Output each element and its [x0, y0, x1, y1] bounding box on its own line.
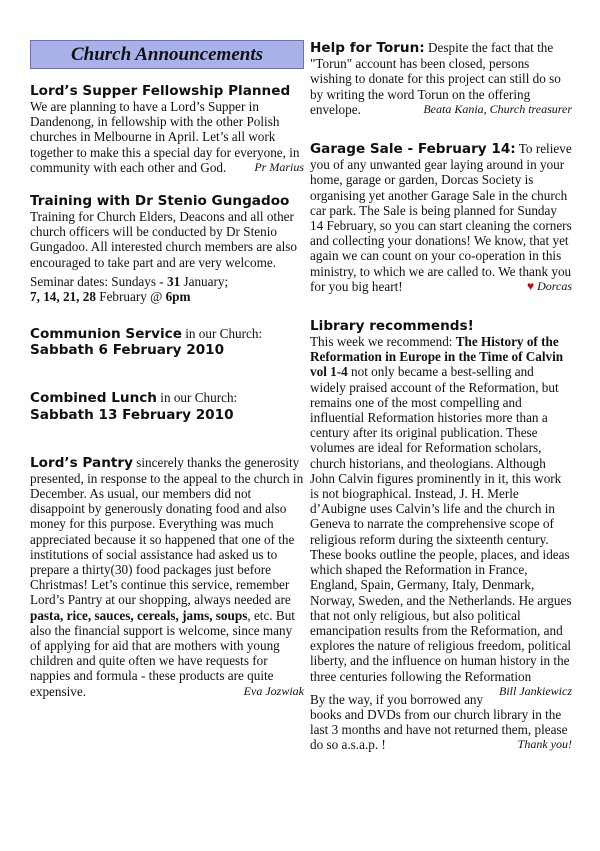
library-article [310, 318, 572, 752]
library-note-signature: Thank you! [517, 737, 572, 752]
communion-title: Communion Service [30, 326, 182, 343]
library-signature: Bill Jankiewicz [499, 683, 572, 698]
right-column [310, 40, 572, 753]
pantry-article [30, 455, 304, 699]
library-note: By the way, if you borrowed any books and DVDs from our church library in the last 3 months and have not returned them, please do so a.s.a.p. ! Thank you! [310, 691, 572, 753]
lunch-date: Sabbath 13 February 2010 [30, 406, 234, 423]
training-article [30, 193, 304, 304]
library-title: Library recommends! [310, 318, 474, 335]
torun-signature: Beata Kania, Church treasurer [423, 101, 572, 116]
lords-supper-title: Lord’s Supper Fellowship Planned [30, 83, 291, 99]
garage-signature: Dorcas [537, 278, 572, 293]
seminar-dates: Seminar dates: Sundays - 31 January; 7, 14, 21, 28 February @ 6pm [30, 273, 229, 305]
book-title: The History of the Reformation in Europe in the Time of Calvin vol 1-4 [310, 334, 564, 380]
lords-supper-article [30, 83, 304, 175]
lords-supper-signature: Pr Marius [254, 159, 304, 174]
training-title: Training with Dr Stenio Gungadoo [30, 193, 290, 210]
pantry-signature: Eva Jozwiak [243, 683, 304, 698]
communion-date: Sabbath 6 February 2010 [30, 342, 225, 359]
lords-supper-body: We are planning to have a Lord’s Supper in Dandenong, in fellowship with the other Polish churches in Melbourne in April. Let’s all work together to make this a special day for everyone, in community with each other and God. Pr Marius [30, 99, 304, 175]
library-body: This week we recommend: The History of the Reformation in Europe in the Time of Calvin vol 1-4 not only became a best-selling and widely praised account of the Reformation, but remains one of the most compelling and influential Reformation histories more than a century after its original publication. These volumes are ideal for Reformation scholars, church historians, and theologians. Although John Calvin figures prominently in it, this work is not biographical. Instead, J. H. Merle d’Aubigne uses Calvin’s life and the church in Geneva to narrate the comprehensive scope of religious reform during the sixteenth century. These books outline the people, places, and ideas which shaped the Reformation in France, England, Spain, Germany, Italy, Denmark, Norway, Sweden, and the Netherlands. He argues that not only religious, but also political emancipation results from the Reformation, and explores the nature of religious freedom, political liberty, and the influence on human history in the three centuries following the Reformation Bill Jankiewicz [310, 334, 572, 698]
torun-article [310, 40, 572, 117]
torun-title: Help for Torun: [310, 40, 425, 56]
lunch-article: Combined Lunch in our Church: Sabbath 13 February 2010 [30, 390, 304, 422]
pantry-body: Lord’s Pantry sincerely thanks the generosity presented, in response to the appeal to the church in December. As usual, our members did not disappoint by generously donating food and also money for this purpose. Everything was much appreciated because it so happened that one of the institutions of social assistance had asked us to prepare a thirty(30) food packages just before Christmas! Let’s continue this service, remember Lord’s Pantry at our shopping, always needed are pasta, rice, sauces, cereals, jams, soups, etc. But also the financial support is welcome, since many of applying for aid that are mothers with young children and quite often we have requests for nappies and formula - these products are quite expensive. Eva Jozwiak [30, 454, 304, 699]
torun-body: Help for Torun: Despite the fact that the "Torun" account has been closed, persons wishing to donate for this project can still do so by writing the word Torun on the offering envelope. Beata Kania, Church treasurer [310, 40, 572, 117]
garage-article [310, 141, 572, 294]
section-banner: Church Announcements [30, 40, 304, 69]
training-body: Training for Church Elders, Deacons and all other church officers will be conducted by Dr Stenio Gungadoo. All interested church members are also encouraged to take part and are very welcome. [30, 209, 297, 270]
garage-title: Garage Sale - February 14: [310, 141, 516, 158]
pantry-title: Lord’s Pantry [30, 454, 133, 471]
communion-article: Communion Service in our Church: Sabbath 6 February 2010 [30, 326, 304, 358]
left-column [30, 40, 304, 699]
lunch-title: Combined Lunch [30, 390, 157, 407]
heart-icon: ♥ [526, 278, 535, 293]
garage-body: Garage Sale - February 14: To relieve you of any unwanted gear laying around in your home, garage or garden, Dorcas Society is organising yet another Garage Sale in the church car park. The Sale is being planned for Sunday 14 February, so you can start cleaning the corners and collecting your donations! We know, that yet again we can count on your co-operation in this ministry, to which we are called to. We thank you for you big heart! ♥ Dorcas [310, 141, 572, 294]
